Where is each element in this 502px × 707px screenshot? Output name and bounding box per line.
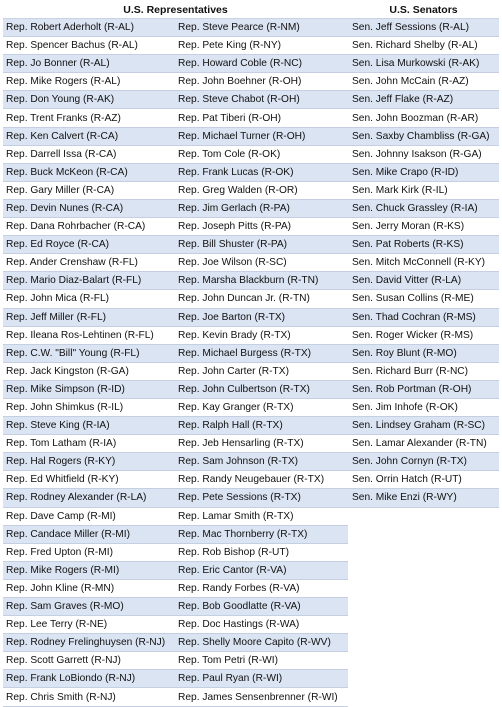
representative-cell: Rep. Buck McKeon (R-CA) — [3, 163, 175, 181]
representative-cell: Rep. Tom Cole (R-OK) — [175, 145, 348, 163]
table-row — [3, 543, 499, 561]
representative-cell: Rep. Steve Chabot (R-OH) — [175, 91, 348, 109]
representative-cell: Rep. Dave Camp (R-MI) — [3, 507, 175, 525]
senator-cell: Sen. Jeff Flake (R-AZ) — [348, 91, 499, 109]
senator-cell: Sen. Saxby Chambliss (R-GA) — [348, 127, 499, 145]
representative-cell: Rep. Doc Hastings (R-WA) — [175, 616, 348, 634]
empty-cell — [348, 598, 499, 616]
representative-cell: Rep. John Carter (R-TX) — [175, 362, 348, 380]
representative-cell: Rep. Marsha Blackburn (R-TN) — [175, 272, 348, 290]
senator-cell: Sen. Mike Crapo (R-ID) — [348, 163, 499, 181]
senator-cell: Sen. Richard Shelby (R-AL) — [348, 37, 499, 55]
table-row — [3, 616, 499, 634]
table-row — [3, 91, 499, 109]
representatives-header: U.S. Representatives — [3, 3, 348, 19]
table-row — [3, 670, 499, 688]
representative-cell: Rep. Joseph Pitts (R-PA) — [175, 218, 348, 236]
representative-cell: Rep. Mike Rogers (R-AL) — [3, 73, 175, 91]
table-row — [3, 598, 499, 616]
header-row — [3, 3, 499, 19]
representative-cell: Rep. John Kline (R-MN) — [3, 579, 175, 597]
representative-cell: Rep. John Shimkus (R-IL) — [3, 398, 175, 416]
table-row — [3, 236, 499, 254]
representative-cell: Rep. Mario Diaz-Balart (R-FL) — [3, 272, 175, 290]
table-row — [3, 507, 499, 525]
empty-cell — [348, 616, 499, 634]
representative-cell: Rep. Ileana Ros-Lehtinen (R-FL) — [3, 326, 175, 344]
representative-cell: Rep. Kevin Brady (R-TX) — [175, 326, 348, 344]
representative-cell: Rep. Joe Barton (R-TX) — [175, 308, 348, 326]
representative-cell: Rep. Michael Turner (R-OH) — [175, 127, 348, 145]
representative-cell: Rep. Lee Terry (R-NE) — [3, 616, 175, 634]
representative-cell: Rep. Frank Lucas (R-OK) — [175, 163, 348, 181]
senator-cell: Sen. Lamar Alexander (R-TN) — [348, 435, 499, 453]
table-row — [3, 453, 499, 471]
representative-cell: Rep. Mac Thornberry (R-TX) — [175, 525, 348, 543]
representative-cell: Rep. Jim Gerlach (R-PA) — [175, 199, 348, 217]
senator-cell: Sen. Richard Burr (R-NC) — [348, 362, 499, 380]
representative-cell: Rep. Steve King (R-IA) — [3, 417, 175, 435]
senator-cell: Sen. Mitch McConnell (R-KY) — [348, 254, 499, 272]
table-row — [3, 344, 499, 362]
representative-cell: Rep. Scott Garrett (R-NJ) — [3, 652, 175, 670]
table-row — [3, 254, 499, 272]
senator-cell: Sen. Mike Enzi (R-WY) — [348, 489, 499, 507]
senator-cell: Sen. Lindsey Graham (R-SC) — [348, 417, 499, 435]
table-row — [3, 55, 499, 73]
representative-cell: Rep. Pete Sessions (R-TX) — [175, 489, 348, 507]
senator-cell: Sen. John Cornyn (R-TX) — [348, 453, 499, 471]
table-row — [3, 145, 499, 163]
representative-cell: Rep. Rodney Alexander (R-LA) — [3, 489, 175, 507]
representative-cell: Rep. Trent Franks (R-AZ) — [3, 109, 175, 127]
representative-cell: Rep. Mike Simpson (R-ID) — [3, 380, 175, 398]
table-row — [3, 380, 499, 398]
table-row — [3, 218, 499, 236]
table-row — [3, 398, 499, 416]
table-row — [3, 489, 499, 507]
senator-cell: Sen. Johnny Isakson (R-GA) — [348, 145, 499, 163]
representative-cell: Rep. Ralph Hall (R-TX) — [175, 417, 348, 435]
table-row — [3, 435, 499, 453]
representative-cell: Rep. Robert Aderholt (R-AL) — [3, 19, 175, 37]
representative-cell: Rep. Frank LoBiondo (R-NJ) — [3, 670, 175, 688]
table-row — [3, 579, 499, 597]
table-row — [3, 417, 499, 435]
table-row — [3, 326, 499, 344]
table-row — [3, 19, 499, 37]
senators-header: U.S. Senators — [348, 3, 499, 19]
representative-cell: Rep. Rob Bishop (R-UT) — [175, 543, 348, 561]
empty-cell — [348, 652, 499, 670]
empty-cell — [348, 507, 499, 525]
representative-cell: Rep. John Culbertson (R-TX) — [175, 380, 348, 398]
representative-cell: Rep. Greg Walden (R-OR) — [175, 181, 348, 199]
representative-cell: Rep. Paul Ryan (R-WI) — [175, 670, 348, 688]
representative-cell: Rep. Randy Forbes (R-VA) — [175, 579, 348, 597]
senator-cell: Sen. Thad Cochran (R-MS) — [348, 308, 499, 326]
senator-cell: Sen. Jerry Moran (R-KS) — [348, 218, 499, 236]
senator-cell: Sen. Roy Blunt (R-MO) — [348, 344, 499, 362]
representative-cell: Rep. Gary Miller (R-CA) — [3, 181, 175, 199]
senator-cell: Sen. Pat Roberts (R-KS) — [348, 236, 499, 254]
table-row — [3, 290, 499, 308]
table-row — [3, 199, 499, 217]
representative-cell: Rep. C.W. "Bill" Young (R-FL) — [3, 344, 175, 362]
representative-cell: Rep. Jeff Miller (R-FL) — [3, 308, 175, 326]
empty-cell — [348, 561, 499, 579]
representative-cell: Rep. Don Young (R-AK) — [3, 91, 175, 109]
table-row — [3, 308, 499, 326]
representative-cell: Rep. Ander Crenshaw (R-FL) — [3, 254, 175, 272]
representative-cell: Rep. Darrell Issa (R-CA) — [3, 145, 175, 163]
representative-cell: Rep. Tom Petri (R-WI) — [175, 652, 348, 670]
representative-cell: Rep. John Duncan Jr. (R-TN) — [175, 290, 348, 308]
empty-cell — [348, 543, 499, 561]
representative-cell: Rep. Eric Cantor (R-VA) — [175, 561, 348, 579]
table-row — [3, 634, 499, 652]
table-row — [3, 525, 499, 543]
representative-cell: Rep. Lamar Smith (R-TX) — [175, 507, 348, 525]
representative-cell: Rep. Sam Johnson (R-TX) — [175, 453, 348, 471]
empty-cell — [348, 670, 499, 688]
representative-cell: Rep. Jack Kingston (R-GA) — [3, 362, 175, 380]
senator-cell: Sen. Mark Kirk (R-IL) — [348, 181, 499, 199]
representative-cell: Rep. Ed Whitfield (R-KY) — [3, 471, 175, 489]
representative-cell: Rep. Bill Shuster (R-PA) — [175, 236, 348, 254]
representative-cell: Rep. Mike Rogers (R-MI) — [3, 561, 175, 579]
representative-cell: Rep. Spencer Bachus (R-AL) — [3, 37, 175, 55]
representative-cell: Rep. Steve Pearce (R-NM) — [175, 19, 348, 37]
roster-table — [3, 3, 499, 707]
representative-cell: Rep. Kay Granger (R-TX) — [175, 398, 348, 416]
representative-cell: Rep. Howard Coble (R-NC) — [175, 55, 348, 73]
representative-cell: Rep. Rodney Frelinghuysen (R-NJ) — [3, 634, 175, 652]
representative-cell: Rep. Fred Upton (R-MI) — [3, 543, 175, 561]
table-row — [3, 127, 499, 145]
table-row — [3, 163, 499, 181]
table-row — [3, 272, 499, 290]
senator-cell: Sen. David Vitter (R-LA) — [348, 272, 499, 290]
table-row — [3, 73, 499, 91]
senator-cell: Sen. John Boozman (R-AR) — [348, 109, 499, 127]
table-row — [3, 688, 499, 706]
senator-cell: Sen. Jim Inhofe (R-OK) — [348, 398, 499, 416]
roster-sheet — [3, 3, 499, 707]
representative-cell: Rep. Ed Royce (R-CA) — [3, 236, 175, 254]
senator-cell: Sen. John McCain (R-AZ) — [348, 73, 499, 91]
representative-cell: Rep. Devin Nunes (R-CA) — [3, 199, 175, 217]
representative-cell: Rep. Chris Smith (R-NJ) — [3, 688, 175, 706]
table-row — [3, 561, 499, 579]
representative-cell: Rep. Joe Wilson (R-SC) — [175, 254, 348, 272]
empty-cell — [348, 634, 499, 652]
senator-cell: Sen. Orrin Hatch (R-UT) — [348, 471, 499, 489]
senator-cell: Sen. Roger Wicker (R-MS) — [348, 326, 499, 344]
representative-cell: Rep. Ken Calvert (R-CA) — [3, 127, 175, 145]
empty-cell — [348, 688, 499, 706]
representative-cell: Rep. Randy Neugebauer (R-TX) — [175, 471, 348, 489]
roster-body — [3, 19, 499, 707]
representative-cell: Rep. Pete King (R-NY) — [175, 37, 348, 55]
representative-cell: Rep. Shelly Moore Capito (R-WV) — [175, 634, 348, 652]
representative-cell: Rep. James Sensenbrenner (R-WI) — [175, 688, 348, 706]
representative-cell: Rep. Michael Burgess (R-TX) — [175, 344, 348, 362]
table-row — [3, 109, 499, 127]
senator-cell: Sen. Jeff Sessions (R-AL) — [348, 19, 499, 37]
representative-cell: Rep. Dana Rohrbacher (R-CA) — [3, 218, 175, 236]
representative-cell: Rep. Jo Bonner (R-AL) — [3, 55, 175, 73]
representative-cell: Rep. Candace Miller (R-MI) — [3, 525, 175, 543]
representative-cell: Rep. Hal Rogers (R-KY) — [3, 453, 175, 471]
empty-cell — [348, 525, 499, 543]
representative-cell: Rep. Jeb Hensarling (R-TX) — [175, 435, 348, 453]
table-row — [3, 471, 499, 489]
empty-cell — [348, 579, 499, 597]
representative-cell: Rep. Sam Graves (R-MO) — [3, 598, 175, 616]
representative-cell: Rep. Pat Tiberi (R-OH) — [175, 109, 348, 127]
representative-cell: Rep. John Mica (R-FL) — [3, 290, 175, 308]
table-row — [3, 652, 499, 670]
senator-cell: Sen. Chuck Grassley (R-IA) — [348, 199, 499, 217]
representative-cell: Rep. John Boehner (R-OH) — [175, 73, 348, 91]
senator-cell: Sen. Rob Portman (R-OH) — [348, 380, 499, 398]
senator-cell: Sen. Susan Collins (R-ME) — [348, 290, 499, 308]
representative-cell: Rep. Tom Latham (R-IA) — [3, 435, 175, 453]
table-row — [3, 181, 499, 199]
table-row — [3, 37, 499, 55]
table-row — [3, 362, 499, 380]
representative-cell: Rep. Bob Goodlatte (R-VA) — [175, 598, 348, 616]
senator-cell: Sen. Lisa Murkowski (R-AK) — [348, 55, 499, 73]
